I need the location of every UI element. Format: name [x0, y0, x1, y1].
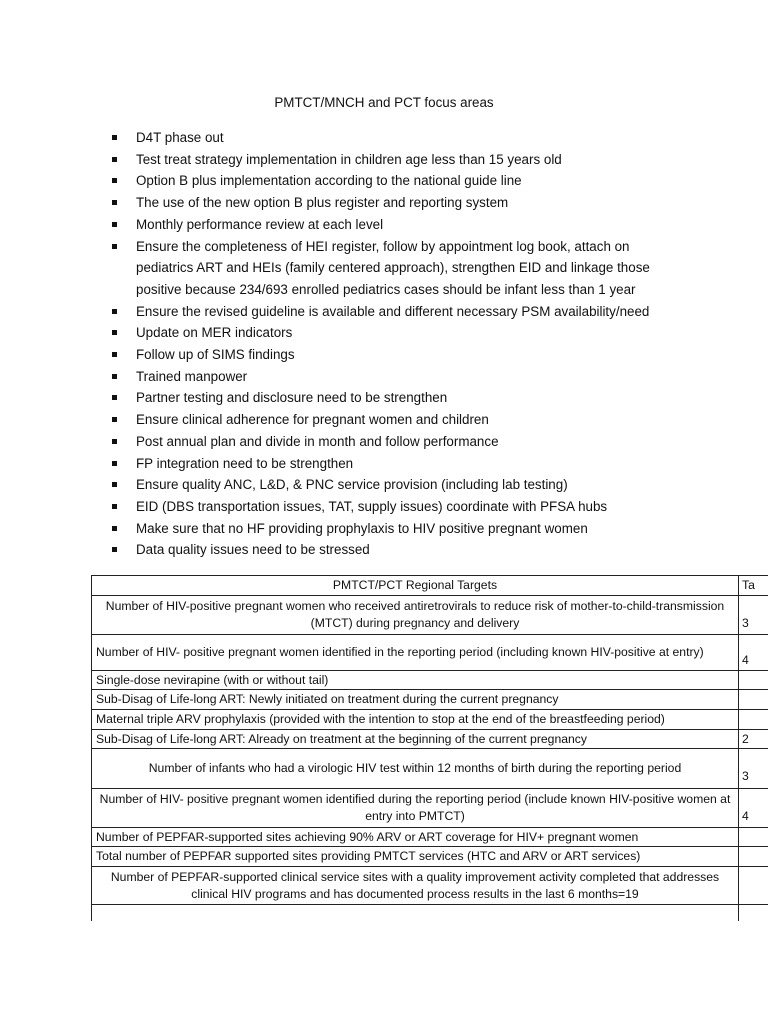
focus-area-list: [108, 127, 668, 561]
target-cell: 2: [739, 730, 768, 749]
indicator-cell: Total number of PEPFAR supported sites providing PMTCT services (HTC and ARV or ART services): [92, 847, 739, 867]
table-row: [92, 828, 768, 847]
target-cell: [739, 690, 768, 710]
focus-area-item: Make sure that no HF providing prophylaxis to HIV positive pregnant women: [108, 518, 668, 540]
header-target: Ta: [739, 576, 768, 596]
table-row: [92, 710, 768, 730]
focus-area-item: Test treat strategy implementation in children age less than 15 years old: [108, 149, 668, 171]
focus-area-item: FP integration need to be strengthen: [108, 453, 668, 475]
indicator-cell: Sub-Disag of Life-long ART: Already on treatment at the beginning of the current pregnancy: [92, 730, 739, 749]
table-header-row: [92, 576, 768, 596]
table-row: [92, 905, 768, 922]
indicator-cell: Sub-Disag of Life-long ART: Newly initiated on treatment during the current pregnancy: [92, 690, 739, 710]
indicator-cell: [92, 905, 739, 922]
target-cell: [739, 671, 768, 690]
table-row: [92, 596, 768, 635]
indicator-cell: Number of PEPFAR-supported clinical service sites with a quality improvement activity completed that addresses clinical HIV programs and has documented process results in the last 6 months=19: [92, 867, 739, 905]
focus-area-item: EID (DBS transportation issues, TAT, supply issues) coordinate with PFSA hubs: [108, 496, 668, 518]
table-row: [92, 671, 768, 690]
focus-area-item: Ensure clinical adherence for pregnant women and children: [108, 409, 668, 431]
table-row: [92, 690, 768, 710]
target-cell: 3: [739, 596, 768, 635]
focus-area-item: Monthly performance review at each level: [108, 214, 668, 236]
focus-area-item: Data quality issues need to be stressed: [108, 539, 668, 561]
focus-area-item: Option B plus implementation according to the national guide line: [108, 170, 668, 192]
focus-area-item: Ensure quality ANC, L&D, & PNC service provision (including lab testing): [108, 474, 668, 496]
indicator-cell: Single-dose nevirapine (with or without tail): [92, 671, 739, 690]
focus-area-item: Update on MER indicators: [108, 322, 668, 344]
focus-area-item: Partner testing and disclosure need to be strengthen: [108, 387, 668, 409]
header-indicator: PMTCT/PCT Regional Targets: [92, 576, 739, 596]
indicator-cell: Number of HIV- positive pregnant women identified during the reporting period (include known HIV-positive women at entry into PMTCT): [92, 789, 739, 828]
indicator-cell: Maternal triple ARV prophylaxis (provided with the intention to stop at the end of the breastfeeding period): [92, 710, 739, 730]
table-row: [92, 789, 768, 828]
focus-area-item: Ensure the revised guideline is available and different necessary PSM availability/need: [108, 301, 668, 323]
target-cell: [739, 867, 768, 905]
table-row: [92, 749, 768, 789]
focus-area-item: Follow up of SIMS findings: [108, 344, 668, 366]
targets-table-container: [91, 575, 768, 921]
focus-area-item: Trained manpower: [108, 366, 668, 388]
target-cell: [739, 905, 768, 922]
indicator-cell: Number of PEPFAR-supported sites achieving 90% ARV or ART coverage for HIV+ pregnant women: [92, 828, 739, 847]
focus-area-item: Ensure the completeness of HEI register, follow by appointment log book, attach on pediatrics ART and HEIs (family centered approach), strengthen EID and linkage those positive because 234/693 enrolled pediatrics cases should be infant less than 1 year: [108, 236, 668, 301]
document-title: PMTCT/MNCH and PCT focus areas: [274, 95, 494, 110]
targets-table: [91, 575, 768, 921]
target-cell: [739, 828, 768, 847]
focus-area-item: D4T phase out: [108, 127, 668, 149]
indicator-cell: Number of infants who had a virologic HIV test within 12 months of birth during the reporting period: [92, 749, 739, 789]
indicator-cell: Number of HIV-positive pregnant women who received antiretrovirals to reduce risk of mother-to-child-transmission (MTCT) during pregnancy and delivery: [92, 596, 739, 635]
target-cell: 4: [739, 789, 768, 828]
target-cell: 4: [739, 635, 768, 671]
table-row: [92, 847, 768, 867]
focus-area-item: Post annual plan and divide in month and follow performance: [108, 431, 668, 453]
table-row: [92, 730, 768, 749]
target-cell: 3: [739, 749, 768, 789]
indicator-cell: Number of HIV- positive pregnant women identified in the reporting period (including known HIV-positive at entry): [92, 635, 739, 671]
focus-area-item: The use of the new option B plus register and reporting system: [108, 192, 668, 214]
table-row: [92, 867, 768, 905]
target-cell: [739, 847, 768, 867]
target-cell: [739, 710, 768, 730]
table-row: [92, 635, 768, 671]
